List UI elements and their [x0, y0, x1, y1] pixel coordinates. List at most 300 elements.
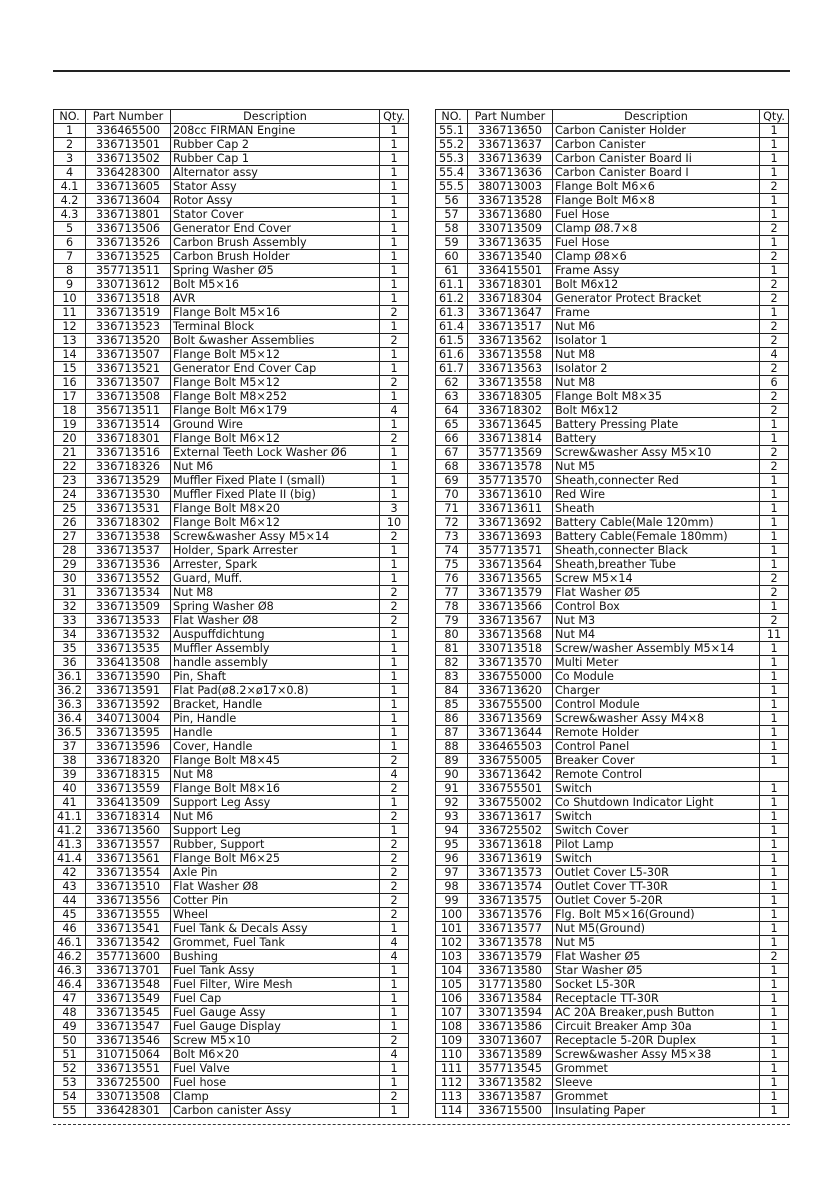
part-description: Grommet, Fuel Tank: [171, 936, 380, 950]
table-row: [54, 488, 409, 502]
part-description: Nut M5: [553, 936, 760, 950]
table-row: [436, 1104, 789, 1118]
part-description: Muffler Assembly: [171, 642, 380, 656]
quantity: 2: [760, 586, 789, 600]
item-number: 109: [436, 1034, 468, 1048]
part-number: 336713558: [468, 348, 553, 362]
table-row: [436, 712, 789, 726]
part-number: 380713003: [468, 180, 553, 194]
part-number: 336713554: [86, 866, 171, 880]
item-number: 94: [436, 824, 468, 838]
part-number: 336713507: [86, 348, 171, 362]
item-number: 104: [436, 964, 468, 978]
item-number: 55.1: [436, 124, 468, 138]
table-row: [54, 880, 409, 894]
table-row: [54, 152, 409, 166]
table-row: [54, 1090, 409, 1104]
item-number: 113: [436, 1090, 468, 1104]
table-row: [54, 670, 409, 684]
quantity: 1: [760, 642, 789, 656]
item-number: 62: [436, 376, 468, 390]
item-number: 75: [436, 558, 468, 572]
part-number: 336713525: [86, 250, 171, 264]
part-description: Sheath,breather Tube: [553, 558, 760, 572]
part-number: 336428301: [86, 1104, 171, 1118]
part-number: 336713605: [86, 180, 171, 194]
table-row: [54, 642, 409, 656]
item-number: 66: [436, 432, 468, 446]
part-number: 317713580: [468, 978, 553, 992]
quantity: 1: [760, 306, 789, 320]
item-number: 34: [54, 628, 86, 642]
item-number: 7: [54, 250, 86, 264]
item-number: 18: [54, 404, 86, 418]
part-description: Flange Bolt M6×12: [171, 516, 380, 530]
table-row: [54, 964, 409, 978]
quantity: 1: [760, 936, 789, 950]
part-number: 336713529: [86, 474, 171, 488]
item-number: 98: [436, 880, 468, 894]
table-row: [54, 810, 409, 824]
table-row: [436, 236, 789, 250]
part-number: 336713573: [468, 866, 553, 880]
table-row: [54, 320, 409, 334]
quantity: 1: [380, 460, 409, 474]
table-row: [436, 936, 789, 950]
table-row: [436, 684, 789, 698]
part-description: Battery Cable(Male 120mm): [553, 516, 760, 530]
item-number: 32: [54, 600, 86, 614]
quantity: 1: [380, 670, 409, 684]
item-number: 55: [54, 1104, 86, 1118]
part-description: Support Leg: [171, 824, 380, 838]
part-number: 336713587: [468, 1090, 553, 1104]
table-row: [436, 432, 789, 446]
table-row: [436, 1006, 789, 1020]
item-number: 52: [54, 1062, 86, 1076]
part-description: Switch: [553, 810, 760, 824]
table-row: [54, 908, 409, 922]
item-number: 30: [54, 572, 86, 586]
table-row: [54, 1006, 409, 1020]
part-description: Support Leg Assy: [171, 796, 380, 810]
table-row: [436, 992, 789, 1006]
part-description: Screw M5×10: [171, 1034, 380, 1048]
table-row: [54, 1048, 409, 1062]
part-description: Flange Bolt M8×45: [171, 754, 380, 768]
quantity: 1: [380, 320, 409, 334]
item-number: 41.1: [54, 810, 86, 824]
item-number: 93: [436, 810, 468, 824]
part-description: Carbon Canister: [553, 138, 760, 152]
table-row: [54, 418, 409, 432]
part-description: Fuel Gauge Assy: [171, 1006, 380, 1020]
part-description: Nut M5(Ground): [553, 922, 760, 936]
item-number: 39: [54, 768, 86, 782]
part-description: Bolt M5×16: [171, 278, 380, 292]
table-row: [436, 824, 789, 838]
table-row: [54, 446, 409, 460]
item-number: 68: [436, 460, 468, 474]
table-row: [54, 838, 409, 852]
quantity: 1: [380, 1020, 409, 1034]
part-number: 336713610: [468, 488, 553, 502]
quantity: 1: [380, 1062, 409, 1076]
quantity: 1: [380, 656, 409, 670]
header-qty: Qty.: [380, 110, 409, 124]
part-number: 336713566: [468, 600, 553, 614]
quantity: 1: [380, 250, 409, 264]
part-description: Handle: [171, 726, 380, 740]
part-description: Charger: [553, 684, 760, 698]
part-number: 336713526: [86, 236, 171, 250]
quantity: 2: [380, 614, 409, 628]
table-row: [54, 474, 409, 488]
quantity: 1: [760, 166, 789, 180]
item-number: 24: [54, 488, 86, 502]
item-number: 97: [436, 866, 468, 880]
part-description: Generator Protect Bracket: [553, 292, 760, 306]
table-row: [54, 768, 409, 782]
item-number: 37: [54, 740, 86, 754]
table-row: [436, 642, 789, 656]
part-description: Socket L5-30R: [553, 978, 760, 992]
quantity: 2: [760, 614, 789, 628]
item-number: 92: [436, 796, 468, 810]
part-number: 336713536: [86, 558, 171, 572]
item-number: 84: [436, 684, 468, 698]
item-number: 19: [54, 418, 86, 432]
item-number: 63: [436, 390, 468, 404]
table-row: [436, 390, 789, 404]
item-number: 102: [436, 936, 468, 950]
part-number: 336713508: [86, 390, 171, 404]
quantity: 1: [760, 796, 789, 810]
item-number: 96: [436, 852, 468, 866]
table-row: [54, 250, 409, 264]
table-row: [54, 936, 409, 950]
table-row: [54, 348, 409, 362]
part-number: 336713642: [468, 768, 553, 782]
part-description: Auspuffdichtung: [171, 628, 380, 642]
part-number: 357713511: [86, 264, 171, 278]
item-number: 85: [436, 698, 468, 712]
part-number: 357713571: [468, 544, 553, 558]
part-number: 336713547: [86, 1020, 171, 1034]
table-row: [436, 152, 789, 166]
item-number: 12: [54, 320, 86, 334]
item-number: 95: [436, 838, 468, 852]
quantity: 4: [760, 348, 789, 362]
part-number: 336713592: [86, 698, 171, 712]
item-number: 15: [54, 362, 86, 376]
table-row: [54, 852, 409, 866]
header-rule: [53, 70, 790, 72]
part-number: 336718304: [468, 292, 553, 306]
item-number: 36: [54, 656, 86, 670]
part-description: Wheel: [171, 908, 380, 922]
table-row: [54, 656, 409, 670]
table-row: [54, 180, 409, 194]
part-description: Isolator 2: [553, 362, 760, 376]
part-description: Receptacle TT-30R: [553, 992, 760, 1006]
item-number: 82: [436, 656, 468, 670]
table-row: [436, 474, 789, 488]
part-description: Stator Assy: [171, 180, 380, 194]
table-row: [54, 404, 409, 418]
part-number: 336713519: [86, 306, 171, 320]
table-row: [436, 306, 789, 320]
part-number: 336713517: [468, 320, 553, 334]
table-row: [54, 306, 409, 320]
part-number: 336755000: [468, 670, 553, 684]
part-description: Bolt &washer Assemblies: [171, 334, 380, 348]
header-part-number: Part Number: [468, 110, 553, 124]
part-description: Flange Bolt M5×16: [171, 306, 380, 320]
table-row: [54, 376, 409, 390]
item-number: 35: [54, 642, 86, 656]
part-number: 356713511: [86, 404, 171, 418]
item-number: 57: [436, 208, 468, 222]
quantity: 1: [380, 824, 409, 838]
part-number: 336718301: [86, 432, 171, 446]
table-row: [436, 782, 789, 796]
part-number: 336713692: [468, 516, 553, 530]
part-number: 336713645: [468, 418, 553, 432]
quantity: 2: [380, 376, 409, 390]
quantity: 2: [760, 446, 789, 460]
header-no: NO.: [54, 110, 86, 124]
quantity: 1: [760, 866, 789, 880]
quantity: 2: [760, 460, 789, 474]
part-number: 336713540: [468, 250, 553, 264]
part-description: Clamp Ø8.7×8: [553, 222, 760, 236]
item-number: 41: [54, 796, 86, 810]
part-description: Nut M6: [171, 460, 380, 474]
table-row: [436, 250, 789, 264]
item-number: 54: [54, 1090, 86, 1104]
part-number: 336713620: [468, 684, 553, 698]
table-row: [436, 208, 789, 222]
table-row: [54, 698, 409, 712]
part-description: Control Module: [553, 698, 760, 712]
table-row: [54, 740, 409, 754]
table-row: [436, 1034, 789, 1048]
quantity: 2: [380, 838, 409, 852]
quantity: 2: [760, 292, 789, 306]
quantity: 2: [760, 320, 789, 334]
item-number: 43: [54, 880, 86, 894]
part-description: Circuit Breaker Amp 30a: [553, 1020, 760, 1034]
part-description: Rubber, Support: [171, 838, 380, 852]
item-number: 41.2: [54, 824, 86, 838]
item-number: 64: [436, 404, 468, 418]
part-number: 336713635: [468, 236, 553, 250]
part-number: 336713575: [468, 894, 553, 908]
table-row: [54, 614, 409, 628]
item-number: 49: [54, 1020, 86, 1034]
quantity: 2: [380, 306, 409, 320]
part-number: 336713596: [86, 740, 171, 754]
table-row: [54, 390, 409, 404]
item-number: 72: [436, 516, 468, 530]
item-number: 27: [54, 530, 86, 544]
part-number: 336713814: [468, 432, 553, 446]
part-number: 336713546: [86, 1034, 171, 1048]
table-row: [54, 600, 409, 614]
part-number: 336713565: [468, 572, 553, 586]
part-description: Receptacle 5-20R Duplex: [553, 1034, 760, 1048]
part-description: Control Panel: [553, 740, 760, 754]
quantity: 1: [760, 418, 789, 432]
quantity: 1: [380, 992, 409, 1006]
part-description: Grommet: [553, 1090, 760, 1104]
quantity: 1: [760, 432, 789, 446]
part-number: 336713534: [86, 586, 171, 600]
item-number: 4.1: [54, 180, 86, 194]
quantity: 2: [760, 390, 789, 404]
quantity: 2: [380, 1034, 409, 1048]
part-number: 336713576: [468, 908, 553, 922]
quantity: 2: [760, 950, 789, 964]
item-number: 83: [436, 670, 468, 684]
part-number: 336713567: [468, 614, 553, 628]
table-row: [54, 1020, 409, 1034]
part-number: 340713004: [86, 712, 171, 726]
quantity: 1: [380, 222, 409, 236]
quantity: 1: [760, 1048, 789, 1062]
table-row: [436, 572, 789, 586]
part-description: Muffler Fixed Plate II (big): [171, 488, 380, 502]
part-description: Carbon Canister Board I: [553, 166, 760, 180]
part-number: 336713545: [86, 1006, 171, 1020]
part-description: Nut M8: [171, 768, 380, 782]
item-number: 101: [436, 922, 468, 936]
table-row: [436, 418, 789, 432]
item-number: 110: [436, 1048, 468, 1062]
item-number: 29: [54, 558, 86, 572]
item-number: 20: [54, 432, 86, 446]
quantity: 1: [760, 600, 789, 614]
quantity: 11: [760, 628, 789, 642]
table-header-row: [54, 110, 409, 124]
item-number: 47: [54, 992, 86, 1006]
table-row: [436, 796, 789, 810]
item-number: 46.4: [54, 978, 86, 992]
part-number: 336713578: [468, 936, 553, 950]
part-number: 357713570: [468, 474, 553, 488]
item-number: 46.2: [54, 950, 86, 964]
part-description: Bolt M6x12: [553, 278, 760, 292]
table-row: [54, 726, 409, 740]
table-row: [436, 222, 789, 236]
quantity: 2: [760, 222, 789, 236]
part-number: 336713533: [86, 614, 171, 628]
quantity: 1: [380, 978, 409, 992]
quantity: 1: [380, 474, 409, 488]
item-number: 36.2: [54, 684, 86, 698]
part-number: 336713693: [468, 530, 553, 544]
part-description: Battery Pressing Plate: [553, 418, 760, 432]
part-number: 336713548: [86, 978, 171, 992]
part-description: Flg. Bolt M5×16(Ground): [553, 908, 760, 922]
quantity: 1: [760, 656, 789, 670]
quantity: 1: [380, 166, 409, 180]
part-number: 336713563: [468, 362, 553, 376]
table-row: [436, 362, 789, 376]
part-description: Frame: [553, 306, 760, 320]
part-number: 336755501: [468, 782, 553, 796]
part-number: 336713549: [86, 992, 171, 1006]
quantity: 1: [760, 138, 789, 152]
table-row: [436, 138, 789, 152]
quantity: 1: [380, 740, 409, 754]
part-description: Battery Cable(Female 180mm): [553, 530, 760, 544]
table-row: [436, 922, 789, 936]
quantity: 4: [380, 936, 409, 950]
table-row: [436, 348, 789, 362]
table-row: [54, 824, 409, 838]
item-number: 50: [54, 1034, 86, 1048]
item-number: 33: [54, 614, 86, 628]
table-row: [436, 852, 789, 866]
part-number: 336715500: [468, 1104, 553, 1118]
table-row: [436, 698, 789, 712]
table-row: [436, 600, 789, 614]
part-number: 336713558: [468, 376, 553, 390]
part-description: Screw&washer Assy M4×8: [553, 712, 760, 726]
table-row: [54, 572, 409, 586]
part-description: Bushing: [171, 950, 380, 964]
part-description: Terminal Block: [171, 320, 380, 334]
part-number: 336713507: [86, 376, 171, 390]
part-description: Frame Assy: [553, 264, 760, 278]
part-description: Multi Meter: [553, 656, 760, 670]
quantity: 1: [380, 292, 409, 306]
table-row: [436, 894, 789, 908]
quantity: 1: [760, 782, 789, 796]
table-row: [54, 334, 409, 348]
item-number: 79: [436, 614, 468, 628]
quantity: 1: [380, 208, 409, 222]
part-number: 330713594: [468, 1006, 553, 1020]
part-number: 330713508: [86, 1090, 171, 1104]
part-description: Carbon Brush Holder: [171, 250, 380, 264]
part-number: 336413508: [86, 656, 171, 670]
part-description: Fuel Hose: [553, 208, 760, 222]
part-description: Switch Cover: [553, 824, 760, 838]
quantity: 1: [760, 474, 789, 488]
table-row: [54, 712, 409, 726]
part-description: Generator End Cover: [171, 222, 380, 236]
part-description: Stator Cover: [171, 208, 380, 222]
item-number: 86: [436, 712, 468, 726]
part-description: Flange Bolt M5×12: [171, 376, 380, 390]
footer-rule: [53, 1124, 790, 1125]
item-number: 41.3: [54, 838, 86, 852]
part-description: Flat Pad(ø8.2×ø17×0.8): [171, 684, 380, 698]
quantity: 1: [760, 1006, 789, 1020]
part-number: 336713516: [86, 446, 171, 460]
part-description: Nut M6: [553, 320, 760, 334]
header-part-number: Part Number: [86, 110, 171, 124]
item-number: 103: [436, 950, 468, 964]
part-description: Screw&washer Assy M5×38: [553, 1048, 760, 1062]
quantity: 1: [760, 530, 789, 544]
item-number: 69: [436, 474, 468, 488]
part-description: Flat Washer Ø5: [553, 586, 760, 600]
part-number: 336718301: [468, 278, 553, 292]
